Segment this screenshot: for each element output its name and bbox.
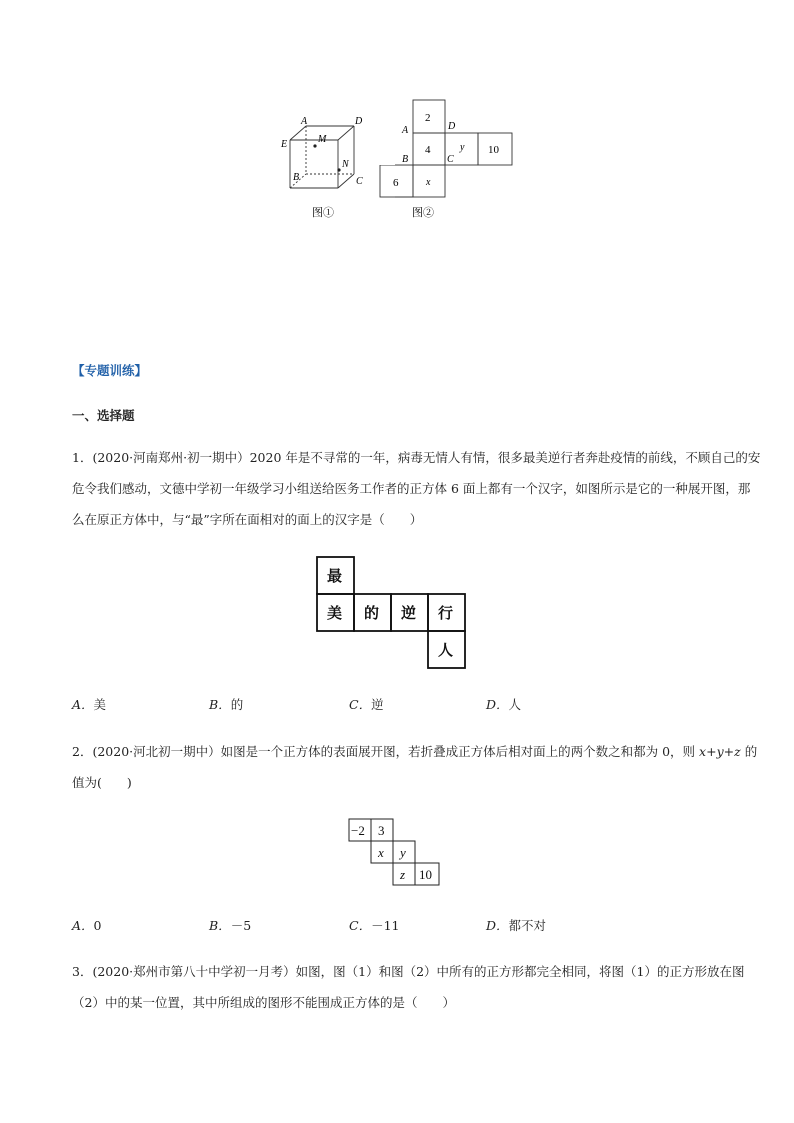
q1-line3: 么在原正方体中，与“最”字所在面相对的面上的汉字是（ ） [72,512,423,527]
label-d: D [355,116,363,127]
q1-option-d: D．人 [486,697,522,712]
cell-3: 3 [378,823,385,838]
q2-net [348,818,443,890]
char-xing: 行 [438,606,454,622]
q3-line2: （2）中的某一位置，其中所组成的图形不能围成正方体的是（ ） [72,995,455,1010]
section-title: 【专题训练】 [72,363,148,378]
q2-option-d: D．都不对 [486,918,547,933]
q1-option-b: B．的 [209,697,244,712]
cube-edge [338,174,354,188]
char-ni: 逆 [401,606,417,622]
cell-y: y [460,142,465,153]
q1-line2: 危令我们感动，文德中学初一年级学习小组送给医务工作者的正方体 6 面上都有一个汉字，如图所示是它的一种展开图，那 [72,481,751,496]
fig1-caption: 图① [312,207,334,219]
cell-2: 2 [425,112,431,124]
cell-neg2: −2 [351,823,365,838]
figure-2-net-left-cell [379,165,415,199]
cell-10: 10 [488,144,499,156]
label-a: A [301,116,308,127]
char-de: 的 [364,606,380,622]
label-c: C [356,176,363,187]
cell-y2: y [400,845,406,860]
fig2-caption: 图② [412,207,434,219]
label-e: E [281,139,288,150]
label-b: B [293,172,300,183]
figure-2-net [395,98,520,224]
point-n [337,168,340,171]
label-n: N [342,159,349,170]
figure-1-cube [278,112,378,224]
q2-line1: 2．(2020·河北初一期中）如图是一个正方体的表面展开图，若折叠成正方体后相对面上的两个数之和都为 0，则 x+y+z 的 [72,744,758,759]
char-zui: 最 [327,569,343,585]
cell-z: z [400,867,406,882]
q1-line1: 1．(2020·河南郑州·初一期中）2020 年是不寻常的一年，病毒无情人有情，很多最美逆行者奔赴疫情的前线，不顾自己的安 [72,450,761,465]
q2-option-c: C．－11 [349,918,400,933]
q1-net [316,556,468,671]
q2-option-a: A．0 [72,918,102,933]
cell-10b: 10 [419,867,432,882]
label-d2: D [448,121,456,132]
part-title: 一、选择题 [72,408,135,423]
q3-line1: 3．(2020·郑州市第八十中学初一月考）如图，图（1）和图（2）中所有的正方形都完全相同，将图（1）的正方形放在图 [72,964,745,979]
cube-edge [290,126,306,140]
cell-6: 6 [393,177,399,189]
label-a2: A [402,125,409,136]
q1-option-a: A．美 [72,697,107,712]
cell-x: x [426,177,431,188]
q2-option-b: B．－5 [209,918,252,933]
q1-option-c: C．逆 [349,697,384,712]
label-c2: C [447,154,454,165]
cube-edge [338,126,354,140]
cell-4: 4 [425,144,431,156]
point-m [313,144,316,147]
cell-x2: x [378,845,384,860]
q2-line2: 值为( ) [72,775,132,790]
char-mei: 美 [327,606,343,622]
char-ren: 人 [438,643,454,659]
label-b2: B [402,154,409,165]
label-m: M [318,134,327,145]
